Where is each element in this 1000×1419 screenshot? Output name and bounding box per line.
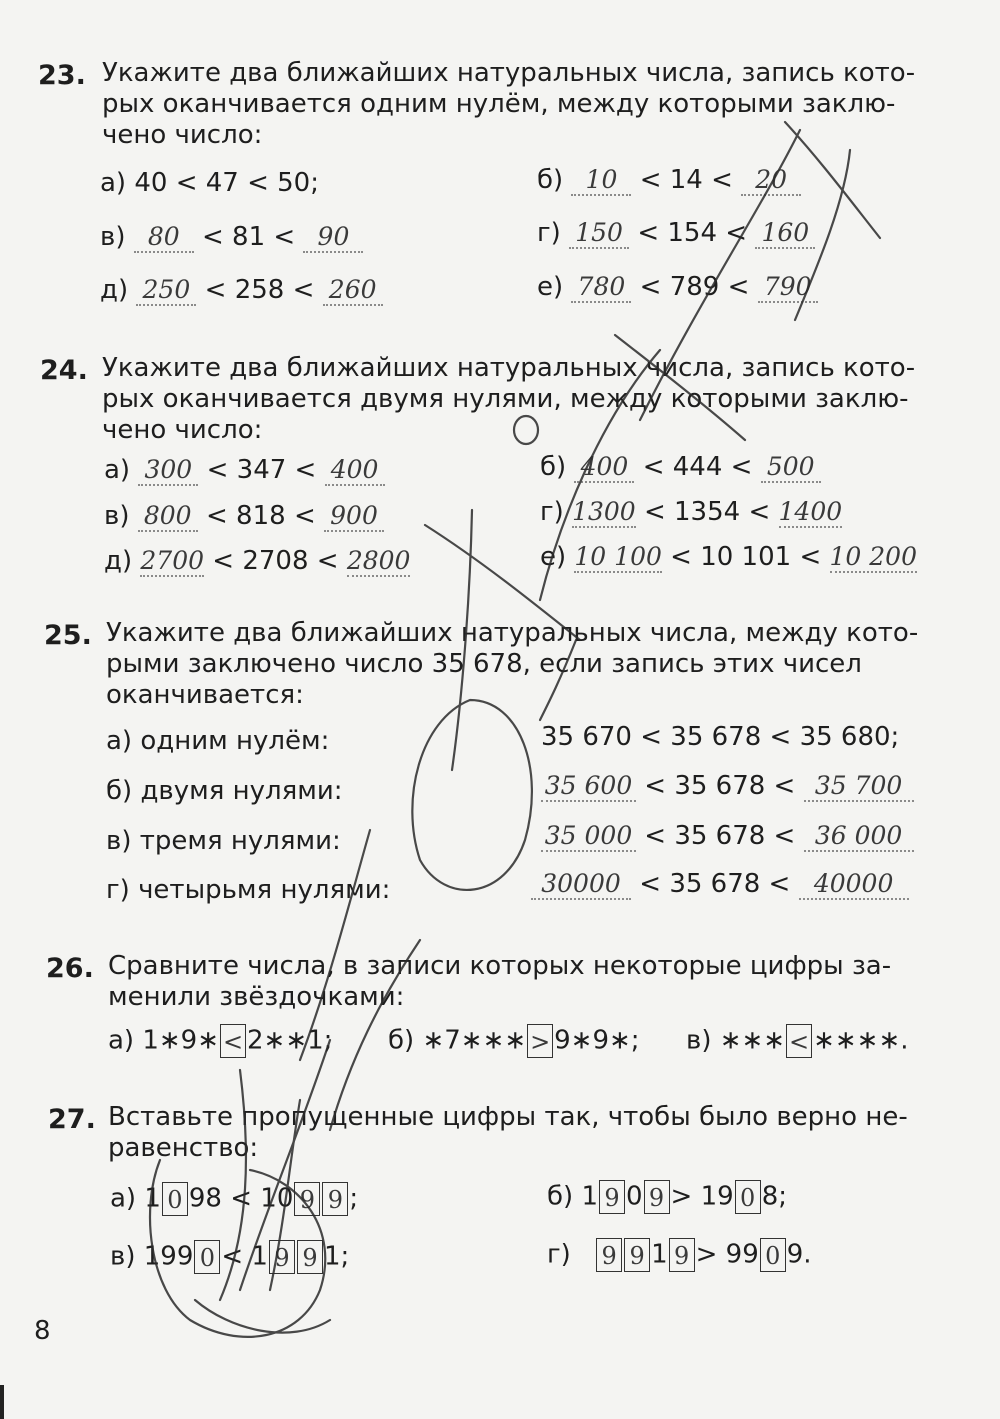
ex23-item-d bbox=[100, 275, 383, 306]
answer-right[interactable]: 260 bbox=[323, 275, 383, 306]
digit-answer: 9 bbox=[629, 1242, 645, 1270]
item-text: 8; bbox=[761, 1181, 787, 1212]
comparison-sign: < bbox=[789, 1028, 810, 1056]
item-label: е) bbox=[537, 272, 564, 302]
item-right: 9∗9∗; bbox=[554, 1025, 640, 1056]
ex24-item-b bbox=[540, 452, 821, 483]
item-mid: < 789 < bbox=[639, 272, 750, 302]
exercise-25-number: 25. bbox=[44, 620, 92, 651]
digit-answer: 0 bbox=[740, 1184, 756, 1212]
answer-left[interactable]: 35 000 bbox=[541, 821, 636, 852]
item-text: 1 bbox=[144, 1183, 161, 1214]
item-text: 98 < 10 bbox=[188, 1183, 294, 1214]
answer-left[interactable]: 150 bbox=[569, 218, 629, 249]
item-label: в) bbox=[100, 222, 126, 252]
ex27-item-v bbox=[110, 1240, 349, 1274]
item-text: > 99 bbox=[695, 1239, 759, 1270]
answer-right[interactable]: 20 bbox=[741, 165, 801, 196]
answer-right[interactable]: 160 bbox=[755, 218, 815, 249]
answer-left[interactable]: 300 bbox=[138, 455, 198, 486]
ex24-item-v bbox=[104, 501, 384, 532]
digit-box[interactable] bbox=[297, 1240, 323, 1274]
question-line: рых оканчивается одним нулём, между которыми заклю- bbox=[102, 89, 896, 119]
ex25-item-a-label: а) одним нулём: bbox=[106, 726, 330, 756]
exercise-27-question bbox=[108, 1102, 908, 1164]
answer-right[interactable]: 2800 bbox=[346, 546, 411, 575]
item-right: ∗∗∗∗. bbox=[813, 1025, 909, 1056]
exercise-23-question bbox=[102, 58, 915, 151]
ex25-item-v bbox=[541, 821, 914, 852]
item-label: в) bbox=[104, 501, 130, 531]
scribble-stroke bbox=[412, 700, 532, 890]
item-label: в) bbox=[686, 1025, 712, 1056]
digit-box[interactable] bbox=[322, 1182, 348, 1216]
question-line: Укажите два ближайших натуральных числа, запись кото- bbox=[102, 353, 916, 383]
answer-left[interactable]: 10 bbox=[571, 165, 631, 196]
ex24-item-g bbox=[540, 497, 842, 528]
digit-answer: 9 bbox=[601, 1242, 617, 1270]
item-text: 1; bbox=[323, 1241, 350, 1272]
item-mid: < 35 678 < bbox=[644, 821, 796, 851]
answer-left[interactable]: 400 bbox=[574, 452, 634, 483]
question-line: рых оканчивается двумя нулями, между которыми заклю- bbox=[102, 384, 909, 414]
page-number: 8 bbox=[34, 1316, 51, 1346]
item-text: < 1 bbox=[221, 1241, 268, 1272]
ex27-item-g bbox=[547, 1238, 812, 1272]
digit-box[interactable] bbox=[735, 1180, 761, 1214]
question-line: Укажите два ближайших натуральных числа, запись кото- bbox=[102, 58, 916, 88]
answer-left[interactable]: 2700 bbox=[140, 546, 205, 575]
item-label: д) bbox=[104, 546, 133, 576]
exercise-26-question bbox=[108, 951, 891, 1013]
item-text: 9. bbox=[786, 1239, 812, 1270]
exercise-23-number: 23. bbox=[38, 60, 86, 91]
item-label: а) bbox=[110, 1183, 137, 1214]
exercise-26-number: 26. bbox=[46, 953, 94, 984]
question-line: чено число: bbox=[102, 415, 263, 445]
item-mid: < 81 < bbox=[202, 222, 296, 252]
item-mid: < 10 101 < bbox=[670, 542, 822, 572]
question-line: менили звёздочками: bbox=[108, 982, 405, 1012]
comparison-box[interactable] bbox=[786, 1024, 812, 1058]
digit-answer: 9 bbox=[299, 1186, 316, 1214]
ex25-item-b-label: б) двумя нулями: bbox=[106, 776, 343, 806]
ex27-item-a bbox=[110, 1182, 358, 1216]
exercise-24-number: 24. bbox=[40, 355, 88, 386]
digit-answer: 0 bbox=[167, 1186, 183, 1214]
item-mid: < 35 678 < bbox=[639, 869, 791, 899]
ex24-item-e bbox=[540, 542, 917, 573]
digit-answer: 0 bbox=[199, 1244, 216, 1272]
digit-box[interactable] bbox=[644, 1180, 670, 1214]
item-label: е) bbox=[540, 542, 567, 572]
item-label: д) bbox=[100, 275, 129, 305]
exercise-25-question bbox=[106, 618, 918, 711]
item-label: а) bbox=[104, 455, 131, 485]
answer-left[interactable]: 80 bbox=[134, 222, 194, 253]
question-line: Сравните числа, в записи которых некоторые цифры за- bbox=[108, 951, 892, 981]
ex23-item-g bbox=[537, 218, 815, 249]
item-text: > 19 bbox=[670, 1181, 734, 1212]
ex25-item-b bbox=[541, 771, 914, 802]
item-label: б) bbox=[547, 1181, 574, 1212]
comparison-box[interactable] bbox=[527, 1024, 553, 1058]
item-mid: < 444 < bbox=[642, 452, 753, 482]
question-line: оканчивается: bbox=[106, 680, 304, 710]
item-left: 1∗9∗ bbox=[142, 1025, 219, 1056]
item-mid: < 1354 < bbox=[643, 497, 771, 527]
comparison-sign: > bbox=[530, 1028, 551, 1056]
item-label: а) bbox=[100, 168, 127, 198]
answer-right[interactable]: 790 bbox=[758, 272, 818, 303]
digit-box[interactable] bbox=[760, 1238, 786, 1272]
item-text: ; bbox=[349, 1183, 359, 1214]
comparison-box[interactable] bbox=[220, 1024, 246, 1058]
item-text: 0 bbox=[626, 1181, 643, 1212]
answer-right[interactable]: 500 bbox=[761, 452, 821, 483]
ex25-item-a-text: 35 670 < 35 678 < 35 680; bbox=[541, 722, 900, 752]
item-text: 1 bbox=[581, 1181, 598, 1212]
question-line: равенство: bbox=[108, 1133, 259, 1163]
digit-answer: 9 bbox=[604, 1184, 620, 1212]
ex25-item-v-label: в) тремя нулями: bbox=[106, 826, 341, 856]
answer-left[interactable]: 1300 bbox=[572, 497, 636, 526]
question-line: рыми заключено число 35 678, если запись этих чисел bbox=[106, 649, 862, 679]
answer-right[interactable]: 35 700 bbox=[804, 771, 914, 802]
ex26-item-b bbox=[388, 1024, 640, 1058]
item-label: г) bbox=[547, 1239, 571, 1270]
answer-right[interactable]: 10 200 bbox=[829, 542, 917, 571]
digit-answer: 9 bbox=[302, 1244, 318, 1272]
item-label: г) bbox=[540, 497, 564, 527]
answer-right[interactable]: 90 bbox=[303, 222, 363, 253]
ex23-item-v bbox=[100, 222, 363, 253]
answer-right[interactable]: 900 bbox=[324, 501, 384, 532]
item-text: 199 bbox=[143, 1241, 194, 1272]
item-label: б) bbox=[388, 1025, 415, 1056]
scribble-stroke bbox=[195, 1300, 330, 1333]
digit-box[interactable] bbox=[294, 1182, 320, 1216]
answer-left[interactable]: 30000 bbox=[531, 869, 631, 900]
ex27-item-b bbox=[547, 1180, 787, 1214]
ex23-item-b bbox=[537, 165, 801, 196]
exercise-27-number: 27. bbox=[48, 1104, 96, 1135]
ex26-item-v bbox=[686, 1024, 909, 1058]
item-mid: < 35 678 < bbox=[644, 771, 796, 801]
answer-right[interactable]: 400 bbox=[325, 455, 385, 486]
answer-left[interactable]: 800 bbox=[138, 501, 198, 532]
ex25-item-g bbox=[531, 869, 909, 900]
question-line: Укажите два ближайших натуральных числа, между кото- bbox=[106, 618, 919, 648]
exercise-24-question bbox=[102, 353, 915, 446]
ex23-item-e bbox=[537, 272, 818, 303]
item-mid: < 154 < bbox=[637, 218, 748, 248]
digit-answer: 0 bbox=[765, 1242, 781, 1270]
digit-answer: 9 bbox=[648, 1184, 665, 1212]
digit-box[interactable] bbox=[624, 1238, 650, 1272]
ex25-item-g-label: г) четырьмя нулями: bbox=[106, 875, 391, 905]
answer-right[interactable]: 40000 bbox=[799, 869, 909, 900]
item-left: ∗7∗∗∗ bbox=[422, 1025, 527, 1056]
item-mid: < 2708 < bbox=[212, 546, 339, 576]
item-label: в) bbox=[110, 1241, 136, 1272]
item-text: 40 < 47 < 50; bbox=[134, 168, 319, 198]
answer-left[interactable]: 35 600 bbox=[541, 771, 636, 802]
item-label: б) bbox=[537, 165, 564, 195]
item-label: г) bbox=[537, 218, 561, 248]
digit-box[interactable] bbox=[269, 1240, 295, 1274]
ex23-item-a bbox=[100, 168, 319, 198]
ex26-item-a bbox=[108, 1024, 332, 1058]
ex24-item-a bbox=[104, 455, 385, 486]
digit-box[interactable] bbox=[194, 1240, 220, 1274]
item-right: 2∗∗1; bbox=[247, 1025, 333, 1056]
answer-left[interactable]: 780 bbox=[571, 272, 631, 303]
digit-box[interactable] bbox=[162, 1182, 188, 1216]
item-mid: < 818 < bbox=[206, 501, 316, 531]
digit-answer: 9 bbox=[673, 1242, 690, 1270]
answer-right[interactable]: 1400 bbox=[778, 497, 843, 526]
ex24-item-d bbox=[104, 546, 410, 577]
question-line: чено число: bbox=[102, 120, 263, 150]
digit-box[interactable] bbox=[596, 1238, 622, 1272]
digit-box[interactable] bbox=[599, 1180, 625, 1214]
item-left: ∗∗∗ bbox=[719, 1025, 786, 1056]
item-mid: < 347 < bbox=[206, 455, 317, 485]
scan-edge-mark bbox=[0, 1385, 4, 1419]
comparison-sign: < bbox=[222, 1028, 244, 1056]
item-label: а) bbox=[108, 1025, 135, 1056]
answer-right[interactable]: 36 000 bbox=[804, 821, 914, 852]
item-label: б) bbox=[540, 452, 567, 482]
digit-answer: 9 bbox=[327, 1186, 344, 1214]
item-mid: < 258 < bbox=[204, 275, 315, 305]
answer-left[interactable]: 10 100 bbox=[574, 542, 662, 571]
digit-answer: 9 bbox=[274, 1244, 290, 1272]
item-text: 1 bbox=[651, 1239, 668, 1270]
item-mid: < 14 < bbox=[639, 165, 733, 195]
question-line: Вставьте пропущенные цифры так, чтобы было верно не- bbox=[108, 1102, 908, 1132]
digit-box[interactable] bbox=[669, 1238, 695, 1272]
answer-left[interactable]: 250 bbox=[136, 275, 196, 306]
